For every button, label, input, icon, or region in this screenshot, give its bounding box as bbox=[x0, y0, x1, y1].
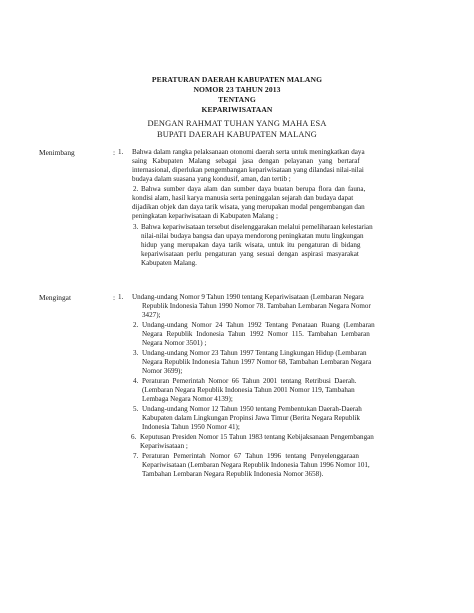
preamble-line-1: DENGAN RAHMAT TUHAN YANG MAHA ESA bbox=[147, 119, 327, 128]
item-line: dijadikan objek dan daya tarik wisata, yang merupakan modal pengembangan dan bbox=[132, 203, 365, 212]
menimbang-colon: : bbox=[113, 148, 116, 157]
item-line: 3427); bbox=[142, 311, 161, 320]
item-line: Undang-undang Nomor 24 Tahun 1992 Tentang Penataan Ruang (Lembaran bbox=[142, 321, 375, 329]
item-line: Kepariwisataan ; bbox=[140, 442, 188, 451]
item-line: Bahwa dalam rangka pelaksanaan otonomi daerah serta untuk meningkatkan daya bbox=[132, 148, 365, 156]
item-line: (Lembaran Negara Republik Indonesia Tahun 2001 Nomor 119, Tambahan bbox=[142, 386, 355, 395]
item-line: nilai-nilai budaya bangsa dan upaya mendorong peningkatan mutu lingkungan bbox=[141, 232, 364, 241]
menimbang-item-number: 3. bbox=[133, 223, 139, 231]
menimbang-label: Menimbang bbox=[39, 148, 75, 157]
mengingat-item-number: 6. bbox=[131, 433, 137, 441]
mengingat-item-number: 5. bbox=[133, 405, 139, 413]
mengingat-item-3 bbox=[142, 349, 428, 376]
mengingat-item-number: 2. bbox=[133, 321, 139, 329]
mengingat-item-7 bbox=[142, 452, 428, 479]
item-line: Undang-undang Nomor 23 Tahun 1997 Tentang Lingkungan Hidup (Lembaran bbox=[142, 349, 367, 357]
preamble-line-2: BUPATI DAERAH KABUPATEN MALANG bbox=[157, 130, 317, 139]
mengingat-item-2 bbox=[142, 321, 428, 348]
item-line: hidup yang merupakan daya tarik wisata, untuk itu pengaturan di bidang bbox=[141, 241, 361, 250]
menimbang-item-number: 2. bbox=[133, 185, 139, 193]
mengingat-item-number: 7. bbox=[133, 452, 139, 460]
item-line: Kabupaten Malang. bbox=[141, 259, 197, 268]
item-line: Keputusan Presiden Nomor 15 Tahun 1983 tentang Kebijaksanaan Pengembangan bbox=[140, 433, 374, 441]
mengingat-item-5 bbox=[142, 405, 428, 432]
item-line: kondisi alam, hasil karya manusia serta peninggalan sejarah dan budaya dapat bbox=[132, 194, 354, 203]
item-line: budaya dalam suasana yang kondusif, aman, dan tertib ; bbox=[132, 175, 291, 184]
item-line: Negara Republik Indonesia Tahun 1992 Nomor 115. Tambahan Lembaran bbox=[142, 330, 370, 339]
item-line: Lembaga Negara Nomor 4139); bbox=[142, 395, 233, 404]
mengingat-item-number: 1. bbox=[118, 293, 124, 301]
mengingat-item-4 bbox=[142, 377, 428, 404]
mengingat-item-6 bbox=[140, 433, 428, 451]
item-line: Undang-undang Nomor 9 Tahun 1990 tentang Kepariwisataan (Lembaran Negara bbox=[132, 293, 364, 301]
mengingat-label: Mengingat bbox=[39, 293, 72, 302]
regulation-title: PERATURAN DAERAH KABUPATEN MALANG bbox=[151, 75, 323, 84]
item-line: Kepariwisataan (Lembaran Negara Republik Indonesia Tahun 1996 Nomor 101, bbox=[142, 461, 370, 470]
mengingat-colon: : bbox=[113, 293, 116, 302]
item-line: Peraturan Pemerintah Nomor 66 Tahun 2001 tentang Retribusi Daerah. bbox=[142, 377, 357, 385]
regulation-number: NOMOR 23 TAHUN 2013 bbox=[193, 85, 281, 94]
item-line: Negara Nomor 3501) ; bbox=[142, 339, 207, 348]
item-line: internasional, diperlukan pengembangan kepariwisataan yang dilandasi nilai-nilai bbox=[132, 166, 364, 175]
item-line: Nomor 3699); bbox=[142, 367, 183, 376]
item-line: Kabupaten dalam Lingkungan Propinsi Jawa Timur (Berita Negara Republik bbox=[142, 414, 360, 423]
item-line: Bahwa sumber daya alam dan sumber daya buatan berupa flora dan fauna, bbox=[141, 185, 366, 193]
item-line: Tambahan Lembaran Negara Republik Indonesia Nomor 3658). bbox=[142, 470, 324, 479]
menimbang-item-2 bbox=[132, 185, 426, 221]
mengingat-item-1 bbox=[132, 293, 428, 320]
item-line: Republik Indonesia Tahun 1990 Nomor 78. Tambahan Lembaran Negara Nomor bbox=[142, 302, 371, 311]
mengingat-item-number: 3. bbox=[133, 349, 139, 357]
item-line: Undang-undang Nomor 12 Tahun 1950 tentang Pembentukan Daerah-Daerah bbox=[142, 405, 362, 413]
item-line: Indonesia Tahun 1950 Nomor 41); bbox=[142, 423, 240, 432]
regulation-subject: KEPARIWISATAAN bbox=[201, 105, 273, 114]
regulation-about-label: TENTANG bbox=[218, 95, 256, 104]
menimbang-item-1 bbox=[132, 148, 426, 184]
menimbang-item-number: 1. bbox=[118, 148, 124, 156]
mengingat-item-number: 4. bbox=[133, 377, 139, 385]
item-line: Peraturan Pemerintah Nomor 67 Tahun 1996 tentang Penyelenggaraan bbox=[142, 452, 359, 460]
menimbang-item-3 bbox=[141, 223, 426, 268]
item-line: saing Kabupaten Malang sebagai jasa dengan pelayanan yang bertaraf bbox=[132, 157, 360, 166]
item-line: kepariwisataan perlu pengaturan yang sesuai dengan aspirasi masyarakat bbox=[141, 250, 359, 259]
item-line: peningkatan kepariwisataan di Kabupaten Malang ; bbox=[132, 212, 278, 221]
item-line: Bahwa kepariwisataan tersebut diselenggarakan melalui pemeliharaan kelestarian bbox=[141, 223, 373, 231]
item-line: Negara Republik Indonesia Tahun 1997 Nomor 68, Tambahan Lembaran Negara bbox=[142, 358, 372, 367]
